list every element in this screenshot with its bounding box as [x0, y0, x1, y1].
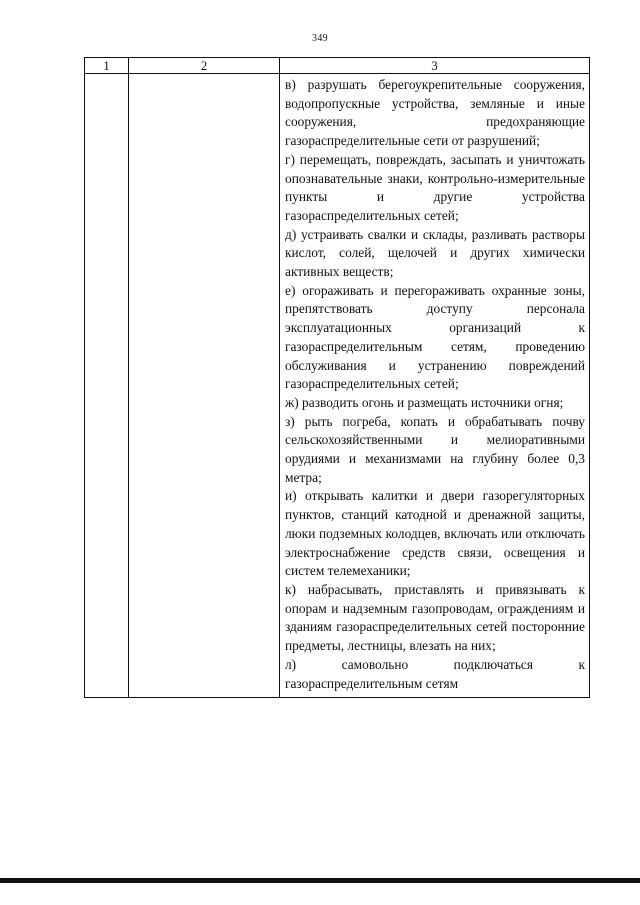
- prohibition-item-i: и) открывать калитки и двери газорегуляторных пунктов, станций катодной и дренажной защиты, люки подземных колодцев, включать или отключать электроснабжение средств связи, освещения и систем телемеханики;: [285, 488, 585, 579]
- regulation-table: [84, 57, 590, 698]
- prohibition-item-l: л) самовольно подключаться к газораспределительным сетям: [285, 656, 585, 691]
- prohibition-item-e: е) огораживать и перегораживать охранные зоны, препятствовать доступу персонала эксплуатационных организаций к газораспределительным сетям, проведению обслуживания и устранению повреждений газораспределительных сетей;: [285, 282, 585, 392]
- prohibition-item-v: в) разрушать берегоукрепительные сооружения, водопропускные устройства, земляные и иные сооружения, предохраняющие газораспределительные сети от разрушений;: [285, 77, 585, 149]
- bottom-scan-border: [0, 878, 640, 883]
- prohibition-item-z: з) рыть погреба, копать и обрабатывать почву сельскохозяйственными и мелиоративными орудиями и механизмами на глубину более 0,3 метра;: [285, 413, 585, 485]
- cell-col-3: [280, 74, 590, 698]
- prohibition-item-d: д) устраивать свалки и склады, разливать растворы кислот, солей, щелочей и других химически активных веществ;: [285, 226, 585, 280]
- table-header-row: [85, 58, 590, 74]
- cell-col-2: [129, 74, 280, 698]
- header-col-2: 2: [129, 58, 280, 74]
- page-number: 349: [312, 33, 328, 44]
- prohibition-item-g: г) перемещать, повреждать, засыпать и уничтожать опознавательные знаки, контрольно-измерительные пункты и другие устройства газораспределительных сетей;: [285, 151, 585, 223]
- header-col-1: 1: [85, 58, 129, 74]
- prohibition-item-zh: ж) разводить огонь и размещать источники огня;: [285, 394, 564, 410]
- header-col-3: 3: [280, 58, 590, 74]
- prohibition-item-k: к) набрасывать, приставлять и привязывать к опорам и надземным газопроводам, ограждениям и зданиям газораспределительных сетей посторонние предметы, лестницы, влезать на них;: [285, 581, 585, 654]
- table-row: [85, 74, 590, 698]
- cell-col-1: [85, 74, 129, 698]
